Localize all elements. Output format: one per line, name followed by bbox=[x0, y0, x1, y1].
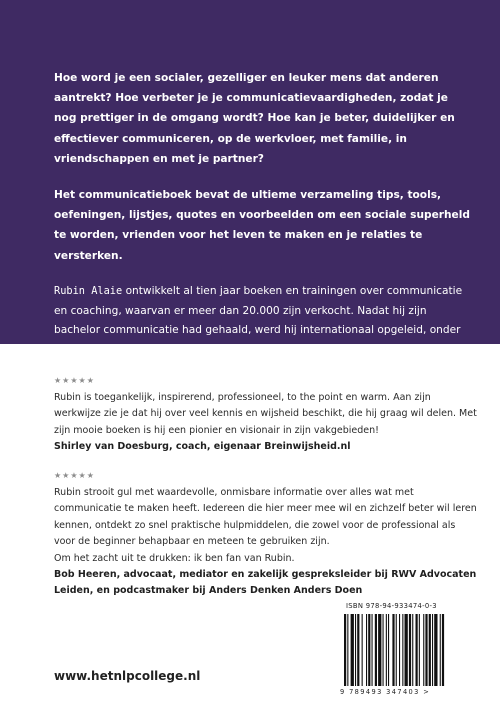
blurb-paragraph-questions: Hoe word je een socialer, gezelliger en leuker mens dat anderen aantrekt? Hoe verbeter je je communicatievaardigheden, zodat je nog prettiger in de omgang wordt? Hoe kan je beter, duidelijker en effectiever communiceren, op de werkvloer, met familie, in vriendschappen en met je partner? bbox=[54, 72, 455, 165]
review-2 bbox=[54, 471, 478, 600]
barcode-digits: 9 789493 347403 > bbox=[340, 688, 431, 696]
website-link[interactable]: www.hetnlpcollege.nl bbox=[54, 669, 201, 683]
isbn-label: ISBN 978-94-933474-0-3 bbox=[346, 602, 437, 610]
review-2-author: Bob Heeren, advocaat, mediator en zakelijk gespreksleider bij RWV Advocaten Leiden, en podcastmaker bij Anders Denken Anders Doen bbox=[54, 569, 477, 597]
review-2-stars: ★★★★★ bbox=[54, 471, 95, 480]
review-2-text: Rubin strooit gul met waardevolle, onmisbare informatie over alles wat met communicatie te maken heeft. Iedereen die hier meer mee wil en zichzelf beter wil leren kennen, ontdekt zo snel praktische hulpmiddelen, die zowel voor de professional als voor de beginner behapbaar en meteen te gebruiken zijn. bbox=[54, 487, 477, 548]
review-1-stars: ★★★★★ bbox=[54, 376, 95, 385]
review-1-text: Rubin is toegankelijk, inspirerend, professioneel, to the point en warm. Aan zijn werkwijze zie je dat hij over veel kennis en wijsheid beschikt, die hij graag wil delen. Met zijn mooie boeken is hij een pionier en visionair in zijn vakgebieden! bbox=[54, 392, 477, 436]
review-1-author: Shirley van Doesburg, coach, eigenaar Breinwijsheid.nl bbox=[54, 441, 351, 453]
blurb-paragraph-book: Het communicatieboek bevat de ultieme verzameling tips, tools, oefeningen, lijstjes, quotes en voorbeelden om een sociale superheld te worden, vrienden voor het leven te maken en je relaties te versterken. bbox=[54, 189, 470, 262]
barcode-icon bbox=[342, 614, 474, 686]
review-1 bbox=[54, 376, 478, 456]
author-bio-text: ontwikkelt al tien jaar boeken en trainingen over communicatie en coaching, waarvan er meer dan 20.000 zijn verkocht. Nadat hij zijn bachelor communicatie had gehaald, werd hij internationaal opgeleid, onder bbox=[54, 284, 463, 337]
back-cover-blurb-panel bbox=[0, 0, 500, 344]
review-2-text-closing: Om het zacht uit te drukken: ik ben fan van Rubin. bbox=[54, 552, 295, 564]
author-name: Rubin Alaie bbox=[54, 284, 123, 297]
